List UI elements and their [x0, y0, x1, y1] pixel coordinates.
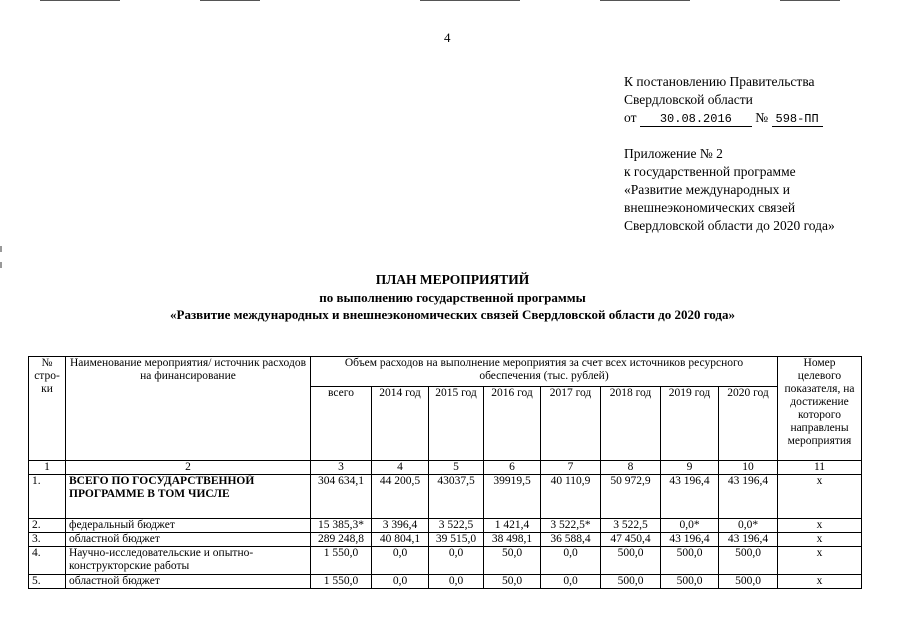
row-y2017: 36 588,4 — [541, 533, 601, 547]
resolution-line: Свердловской области — [624, 92, 753, 107]
plan-title: ПЛАН МЕРОПРИЯТИЙ — [375, 272, 530, 287]
row-y2020: 43 196,4 — [719, 533, 778, 547]
row-y2016: 50,0 — [484, 547, 541, 575]
row-y2019: 43 196,4 — [661, 475, 719, 519]
row-y2015: 3 522,5 — [429, 519, 484, 533]
row-y2019: 0,0* — [661, 519, 719, 533]
row-no: 2. — [29, 519, 66, 533]
top-line — [200, 0, 260, 1]
row-y2017: 40 110,9 — [541, 475, 601, 519]
top-line — [40, 0, 120, 1]
row-y2017: 0,0 — [541, 547, 601, 575]
plan-program: «Развитие международных и внешнеэкономических связей Свердловской области до 2020 года» — [170, 307, 735, 322]
plan-table — [28, 356, 862, 589]
row-total: 1 550,0 — [311, 547, 372, 575]
row-y2018: 3 522,5 — [601, 519, 661, 533]
row-y2019: 500,0 — [661, 547, 719, 575]
row-target: х — [778, 547, 862, 575]
column-number-row — [29, 461, 862, 475]
row-total: 15 385,3* — [311, 519, 372, 533]
scan-mark — [0, 262, 2, 268]
resolution-block — [624, 73, 823, 127]
column-number: 10 — [719, 461, 778, 475]
row-no: 3. — [29, 533, 66, 547]
column-number: 4 — [372, 461, 429, 475]
row-y2019: 43 196,4 — [661, 533, 719, 547]
row-y2017: 0,0 — [541, 575, 601, 589]
column-number: 2 — [66, 461, 311, 475]
table-row — [29, 519, 862, 533]
row-name: областной бюджет — [66, 575, 311, 589]
row-y2014: 0,0 — [372, 547, 429, 575]
resolution-date: 30.08.2016 — [640, 112, 752, 127]
row-y2020: 500,0 — [719, 547, 778, 575]
column-number: 8 — [601, 461, 661, 475]
resolution-line: К постановлению Правительства — [624, 74, 815, 89]
column-number: 1 — [29, 461, 66, 475]
row-y2017: 3 522,5* — [541, 519, 601, 533]
column-number: 9 — [661, 461, 719, 475]
plan-subtitle: по выполнению государственной программы — [319, 290, 586, 305]
row-name: Научно-исследовательские и опытно-конструкторские работы — [66, 547, 311, 575]
header-year: 2015 год — [429, 387, 484, 461]
row-y2015: 43037,5 — [429, 475, 484, 519]
row-total: 1 550,0 — [311, 575, 372, 589]
row-y2016: 50,0 — [484, 575, 541, 589]
column-number: 11 — [778, 461, 862, 475]
row-total: 304 634,1 — [311, 475, 372, 519]
table-row — [29, 533, 862, 547]
top-line — [600, 0, 690, 1]
column-number: 7 — [541, 461, 601, 475]
appendix-line: к государственной программе — [624, 164, 796, 179]
column-number: 5 — [429, 461, 484, 475]
row-y2018: 50 972,9 — [601, 475, 661, 519]
row-target: х — [778, 575, 862, 589]
row-no: 4. — [29, 547, 66, 575]
row-y2014: 3 396,4 — [372, 519, 429, 533]
appendix-line: Свердловской области до 2020 года» — [624, 218, 835, 233]
header-total: всего — [311, 387, 372, 461]
header-year: 2016 год — [484, 387, 541, 461]
row-total: 289 248,8 — [311, 533, 372, 547]
appendix-line: Приложение № 2 — [624, 146, 723, 161]
appendix-block — [624, 145, 835, 235]
page-number: 4 — [444, 30, 451, 45]
appendix-line: «Развитие международных и — [624, 182, 790, 197]
row-y2016: 38 498,1 — [484, 533, 541, 547]
column-number: 3 — [311, 461, 372, 475]
plan-heading — [0, 271, 905, 323]
row-no: 1. — [29, 475, 66, 519]
header-year: 2018 год — [601, 387, 661, 461]
header-year: 2014 год — [372, 387, 429, 461]
table-row — [29, 547, 862, 575]
appendix-line: внешнеэкономических связей — [624, 200, 796, 215]
table-row — [29, 575, 862, 589]
header-year: 2020 год — [719, 387, 778, 461]
row-target: х — [778, 475, 862, 519]
row-y2018: 500,0 — [601, 575, 661, 589]
row-y2016: 39919,5 — [484, 475, 541, 519]
row-name: федеральный бюджет — [66, 519, 311, 533]
row-y2014: 0,0 — [372, 575, 429, 589]
row-y2016: 1 421,4 — [484, 519, 541, 533]
row-no: 5. — [29, 575, 66, 589]
scan-mark — [0, 246, 2, 252]
header-target: Номер целевого показателя, на достижение которого направлены мероприятия — [778, 357, 862, 461]
header-volume: Объем расходов на выполнение мероприятия за счет всех источников ресурсного обеспечения (тыс. рублей) — [311, 357, 778, 387]
header-name: Наименование мероприятия/ источник расходов на финансирование — [66, 357, 311, 461]
column-number: 6 — [484, 461, 541, 475]
row-y2015: 39 515,0 — [429, 533, 484, 547]
header-row-no: № стро- ки — [29, 357, 66, 461]
row-y2018: 47 450,4 — [601, 533, 661, 547]
header-year: 2017 год — [541, 387, 601, 461]
header-year: 2019 год — [661, 387, 719, 461]
row-y2014: 40 804,1 — [372, 533, 429, 547]
row-y2020: 0,0* — [719, 519, 778, 533]
resolution-number: 598-ПП — [772, 112, 823, 127]
row-name: ВСЕГО ПО ГОСУДАРСТВЕННОЙ ПРОГРАММЕ В ТОМ ЧИСЛЕ — [66, 475, 311, 519]
row-y2020: 43 196,4 — [719, 475, 778, 519]
row-target: х — [778, 519, 862, 533]
resolution-date-line — [624, 109, 823, 127]
row-target: х — [778, 533, 862, 547]
row-y2018: 500,0 — [601, 547, 661, 575]
top-line — [420, 0, 520, 1]
row-y2020: 500,0 — [719, 575, 778, 589]
from-label: от — [624, 110, 637, 125]
row-y2015: 0,0 — [429, 547, 484, 575]
row-name: областной бюджет — [66, 533, 311, 547]
table-row — [29, 475, 862, 519]
row-y2019: 500,0 — [661, 575, 719, 589]
row-y2015: 0,0 — [429, 575, 484, 589]
top-line — [780, 0, 840, 1]
row-y2014: 44 200,5 — [372, 475, 429, 519]
number-label: № — [755, 110, 769, 125]
